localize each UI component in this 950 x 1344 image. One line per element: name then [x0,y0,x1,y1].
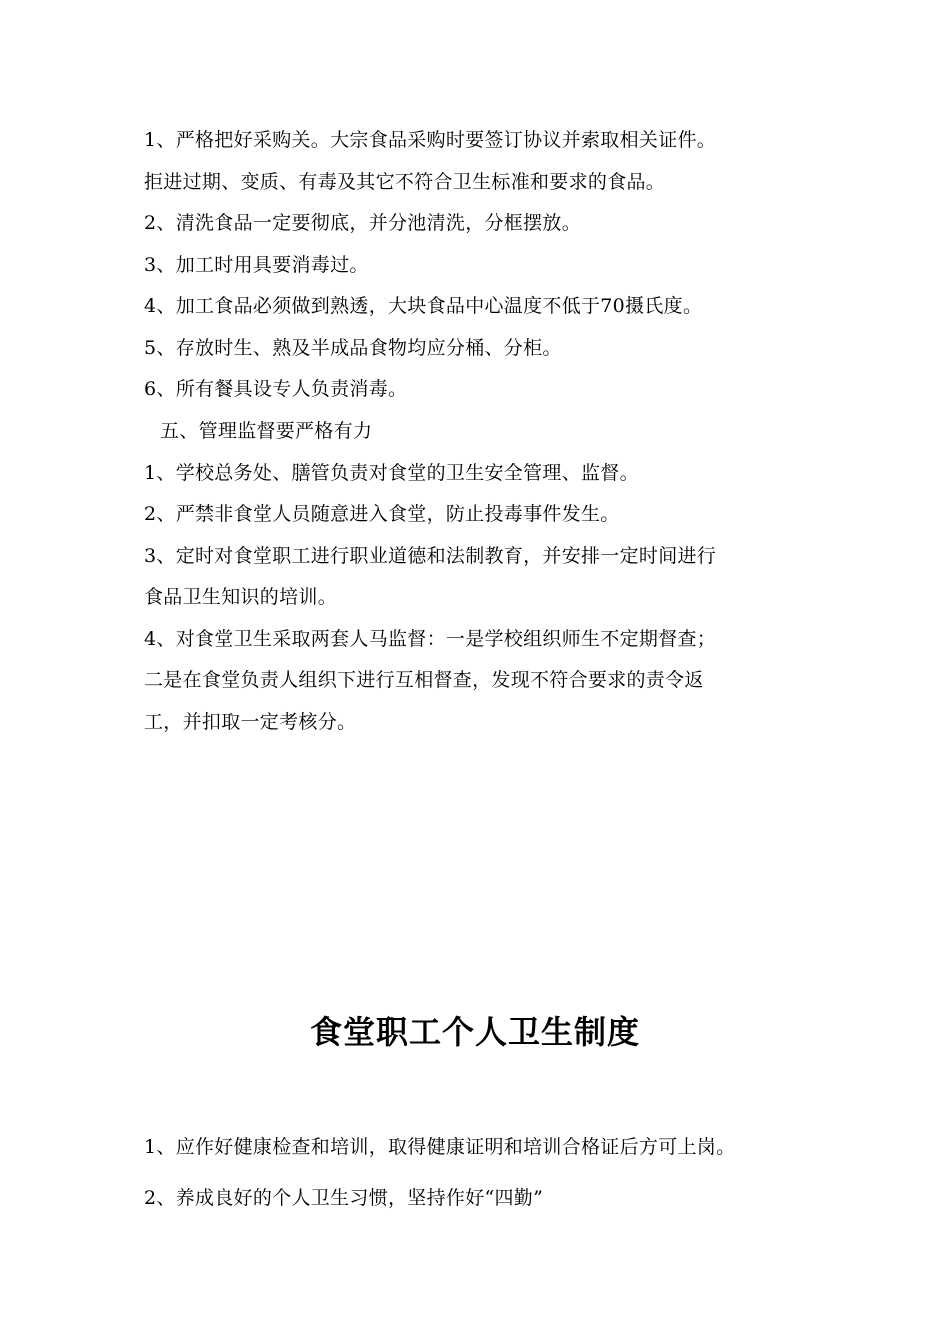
rule-washing: 2、清洗食品一定要彻底，并分池清洗，分框摆放。 [144,212,581,234]
rule-access: 2、严禁非食堂人员随意进入食堂，防止投毒事件发生。 [144,503,620,525]
rule-health-check: 1、应作好健康检查和培训，取得健康证明和培训合格证后方可上岗。 [144,1136,736,1158]
rule-supervision-end: 工，并扣取一定考核分。 [144,711,357,733]
rule-education-cont: 食品卫生知识的培训。 [144,586,338,608]
rule-cooking-temperature: 4、加工食品必须做到熟透，大块食品中心温度不低于70摄氏度。 [144,295,703,317]
rule-tableware: 6、所有餐具设专人负责消毒。 [144,378,408,400]
rule-supervision-cont: 二是在食堂负责人组织下进行互相督查，发现不符合要求的责令返 [144,669,704,691]
rule-management: 1、学校总务处、膳管负责对食堂的卫生安全管理、监督。 [144,462,639,484]
rule-utensils: 3、加工时用具要消毒过。 [144,254,369,276]
page-title: 食堂职工个人卫生制度 [309,1013,640,1051]
section-five-heading: 五、管理监督要严格有力 [160,420,373,442]
rule-procurement: 1、严格把好采购关。大宗食品采购时要签订协议并索取相关证件。 [144,129,717,151]
rule-education: 3、定时对食堂职工进行职业道德和法制教育，并安排一定时间进行 [144,545,717,567]
rule-storage: 5、存放时生、熟及半成品食物均应分桶、分柜。 [144,337,562,359]
rule-personal-hygiene: 2、养成良好的个人卫生习惯，坚持作好“四勤” [144,1187,544,1209]
rule-procurement-cont: 拒进过期、变质、有毒及其它不符合卫生标准和要求的食品。 [144,171,666,193]
rule-supervision: 4、对食堂卫生采取两套人马监督：一是学校组织师生不定期督查； [144,628,717,650]
